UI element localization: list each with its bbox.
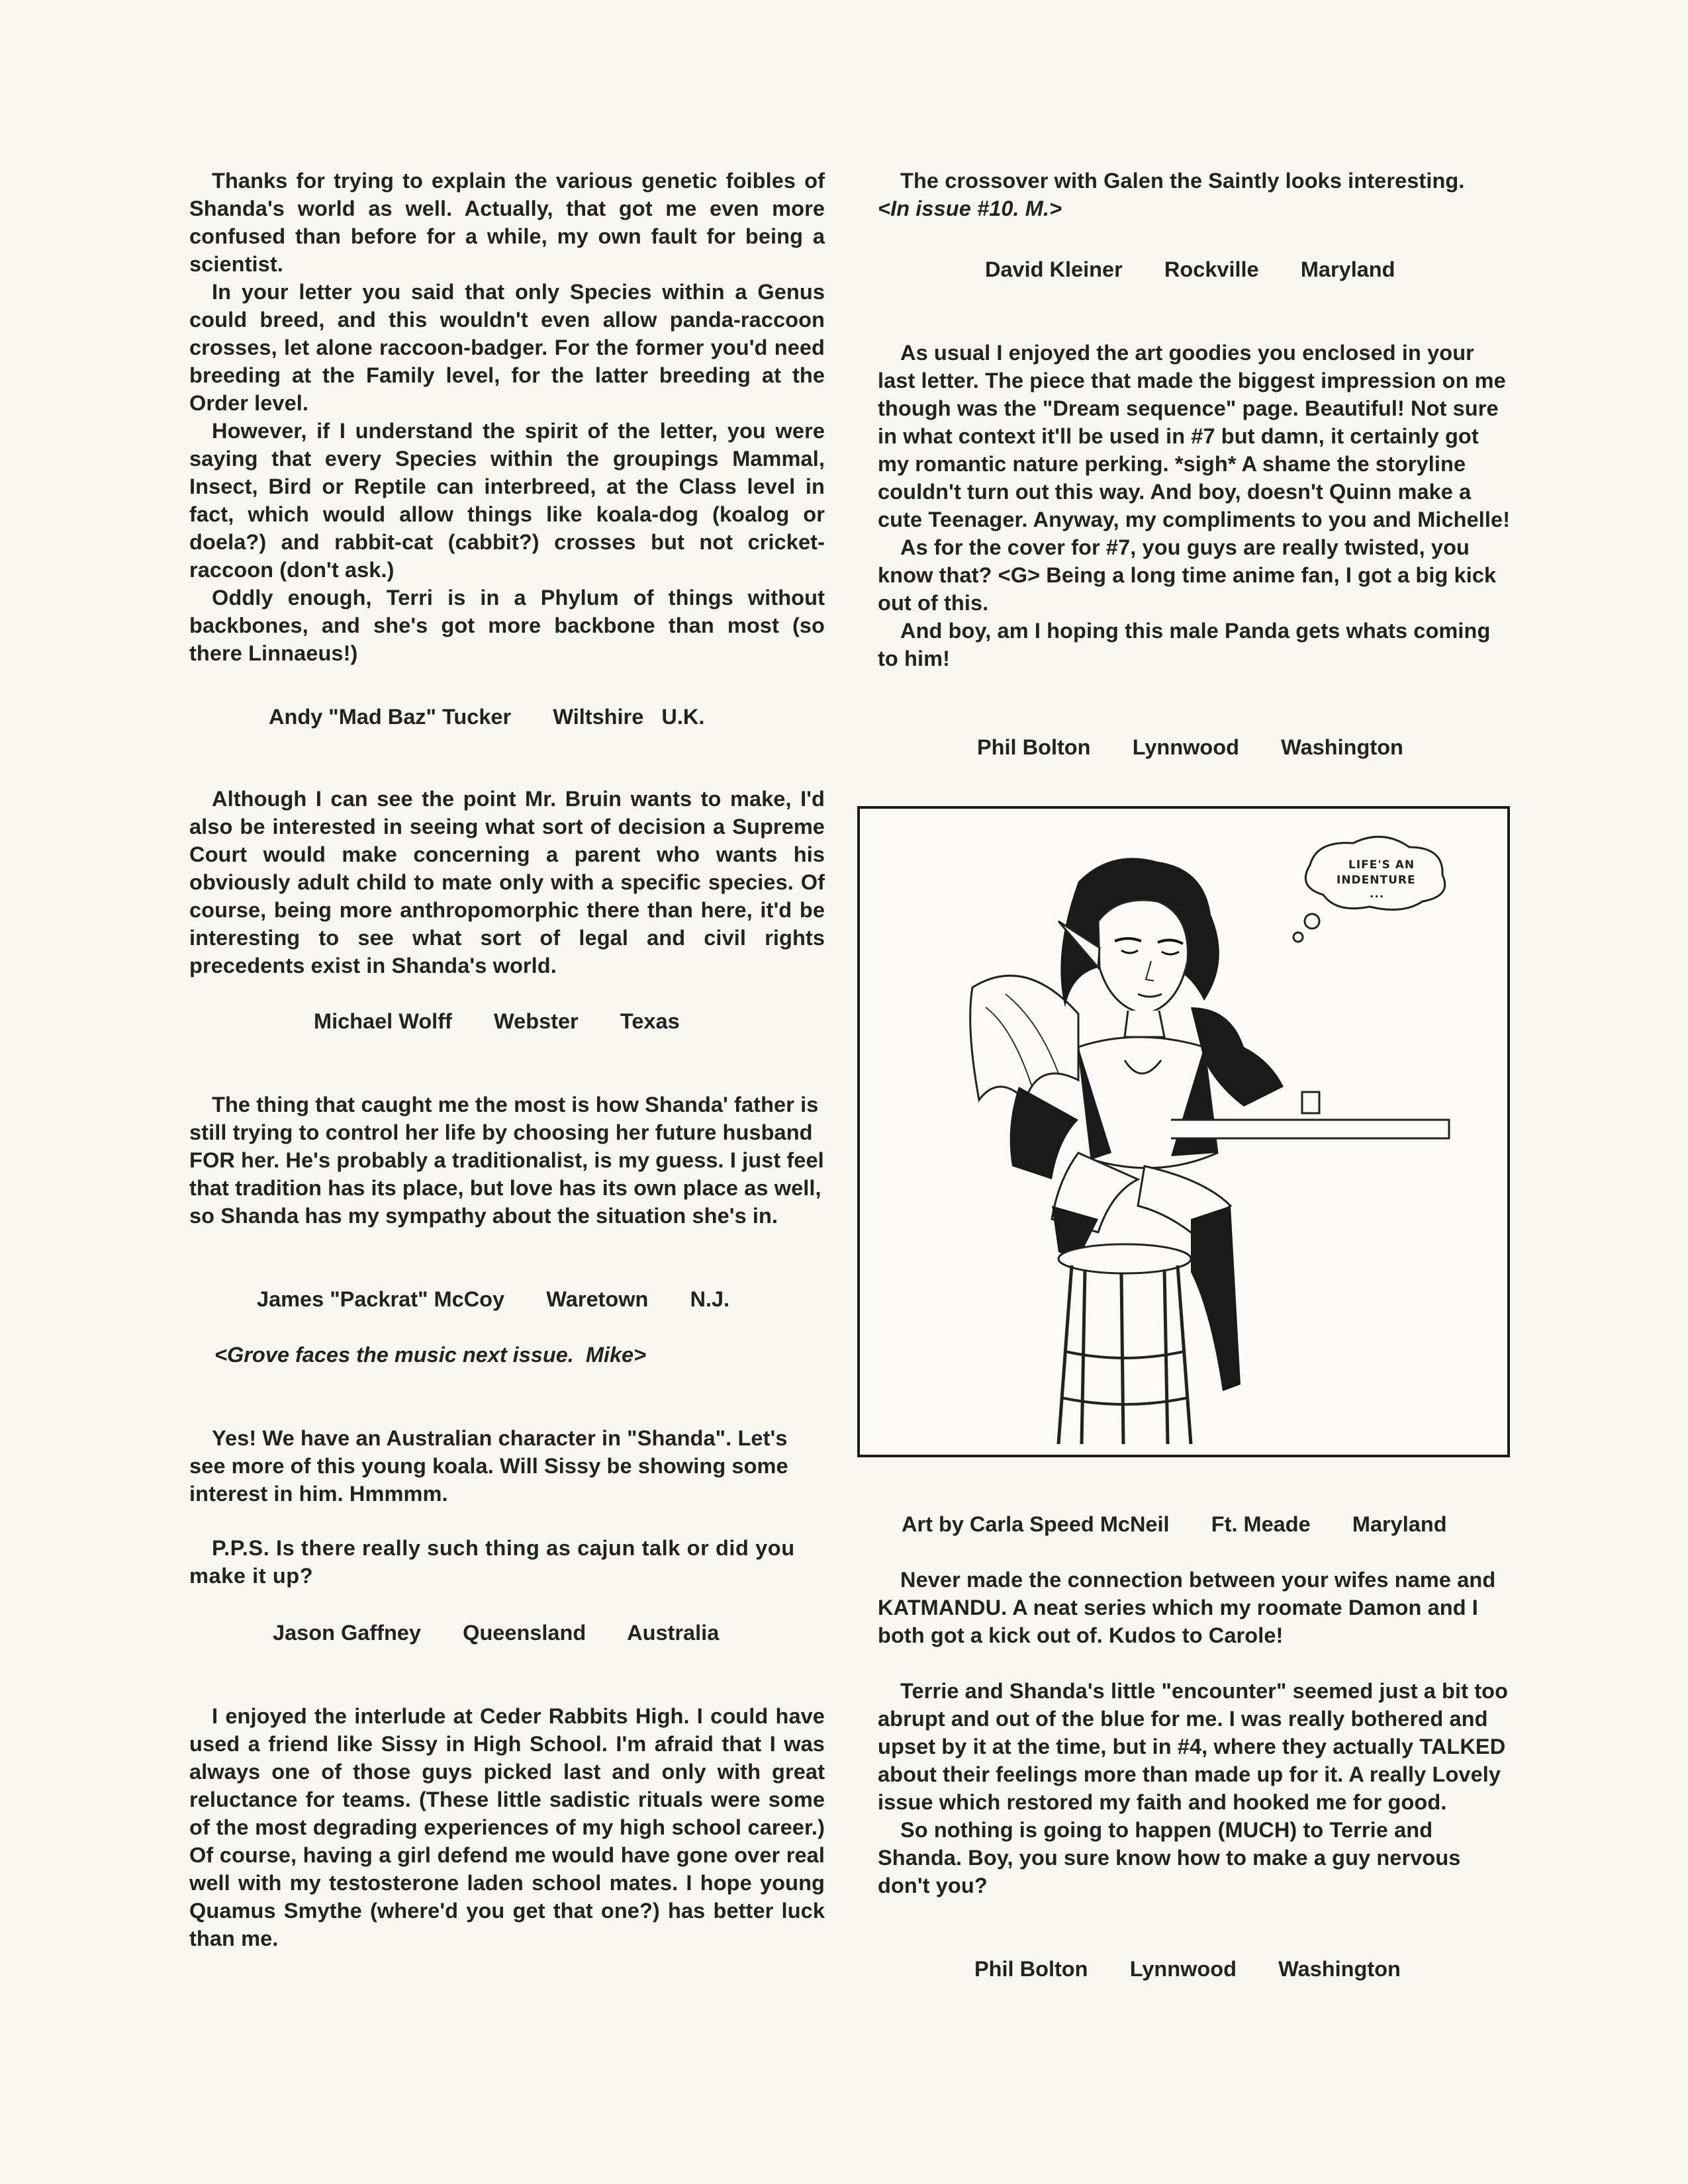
letter-paragraph: Thanks for trying to explain the various genetic foibles of Shanda's world as well. Actually, that got me even more confused than before for a while, my own fault for being a scientist. — [189, 169, 825, 276]
letter-paragraph: Yes! We have an Australian character in "Shanda". Let's see more of this young koala. Will Sissy be showing some interest in him. Hmmmm. — [189, 1426, 788, 1506]
letter-paragraph: In your letter you said that only Species within a Genus could breed, and this wouldn't even allow panda-raccoon crosses, let alone raccoon-badger. For the former you'd need breeding at the Family level, for the latter breeding at the Order level. — [189, 280, 825, 415]
signature: James "Packrat" McCoy Waretown N.J. — [257, 1287, 730, 1311]
letter-kleiner — [878, 167, 1513, 222]
letter-bolton-1 — [878, 339, 1513, 672]
art-caption: Art by Carla Speed McNeil Ft. Meade Maryland — [902, 1512, 1447, 1536]
letter-paragraph: The crossover with Galen the Saintly looks interesting. — [900, 169, 1465, 193]
letter-gaffney — [189, 1424, 825, 1590]
letter-paragraph: I enjoyed the interlude at Ceder Rabbits High. I could have used a friend like Sissy in High School. I'm afraid that I was always one of those guys picked last and only with great reluctance for teams. (These little sadistic rituals were some of the most degrading experiences of my high school career.) Of course, having a girl defend me would have gone over real well with my testosterone laden school mates. I hope young Quamus Smythe (where'd you get that one?) has better luck than me. — [189, 1704, 825, 1950]
signature: Phil Bolton Lynnwood Washington — [977, 735, 1403, 759]
editor-note: <In issue #10. M.> — [878, 197, 1062, 220]
letter-paragraph: P.P.S. Is there really such thing as cajun talk or did you make it up? — [189, 1536, 795, 1588]
bubble-line: ... — [1370, 887, 1385, 901]
letter-paragraph: And boy, am I hoping this male Panda gets whats coming to him! — [878, 619, 1491, 670]
letter-paragraph: Terrie and Shanda's little "encounter" seemed just a bit too abrupt and out of the blue for me. I was really bothered and upset by it at the time, but in #4, where they actually TALKED about their feelings more than made up for it. A really Lovely issue which restored my faith and hooked me for good. — [878, 1679, 1509, 1814]
signature: Jason Gaffney Queensland Australia — [273, 1621, 720, 1645]
letter-tucker — [189, 167, 825, 667]
artwork-panel — [857, 806, 1510, 1457]
letter-paragraph: Oddly enough, Terri is in a Phylum of things without backbones, and she's got more backbone than most (so there Linnaeus!) — [189, 586, 825, 665]
letter-paragraph: The thing that caught me the most is how Shanda' father is still trying to control her life by choosing her future husband FOR her. He's probably a traditionalist, is my guess. I just feel that tradition has its place, but love has its own place as well, so Shanda has my sympathy about the situation she's in. — [189, 1093, 824, 1228]
bubble-line: INDENTURE — [1336, 874, 1416, 887]
bubble-line: LIFE'S AN — [1348, 858, 1415, 872]
letter-paragraph: However, if I understand the spirit of the letter, you were saying that every Species within the groupings Mammal, Insect, Bird or Reptile can interbreed, at the Class level in fact, which would allow things like koala-dog (koalog or doela?) and rabbit-cat (cabbit?) crosses but not cricket-raccoon (don't ask.) — [189, 419, 825, 582]
signature: David Kleiner Rockville Maryland — [985, 257, 1395, 281]
letter-paragraph: Never made the connection between your wifes name and KATMANDU. A neat series which my roomate Damon and I both got a kick out of. Kudos to Carole! — [878, 1568, 1496, 1647]
letter-mccoy — [189, 1091, 825, 1230]
illustration — [860, 809, 1507, 1455]
letter-paragraph: As usual I enjoyed the art goodies you enclosed in your last letter. The piece that made the biggest impression on me though was the "Dream sequence" page. Beautiful! Not sure in what context it'll be used in #7 but damn, it certainly got my romantic nature perking. *sigh* A shame the storyline couldn't turn out this way. And boy, doesn't Quinn make a cute Teenager. Anyway, my compliments to you and Michelle! — [878, 341, 1511, 531]
letter-interlude — [189, 1702, 825, 1952]
editor-note: <Grove faces the music next issue. Mike> — [214, 1343, 647, 1367]
letter-paragraph: As for the cover for #7, you guys are really twisted, you know that? <G> Being a long time anime fan, I got a big kick out of this. — [878, 535, 1497, 615]
thought-bubble — [1293, 837, 1445, 942]
letter-paragraph: So nothing is going to happen (MUCH) to Terrie and Shanda. Boy, you sure know how to make a guy nervous don't you? — [878, 1818, 1461, 1897]
letter-paragraph: Although I can see the point Mr. Bruin wants to make, I'd also be interested in seeing what sort of decision a Supreme Court would make concerning a parent who wants his obviously adult child to mate only with a specific species. Of course, being more anthropomorphic there than here, it'd be interesting to see what sort of legal and civil rights precedents exist in Shanda's world. — [189, 787, 825, 978]
letter-bolton-2 — [878, 1677, 1513, 1899]
letter-katmandu — [878, 1566, 1513, 1649]
signature: Michael Wolff Webster Texas — [314, 1009, 680, 1033]
letter-wolff — [189, 785, 825, 979]
signature: Andy "Mad Baz" Tucker Wiltshire U.K. — [269, 705, 705, 729]
signature: Phil Bolton Lynnwood Washington — [974, 1957, 1401, 1981]
